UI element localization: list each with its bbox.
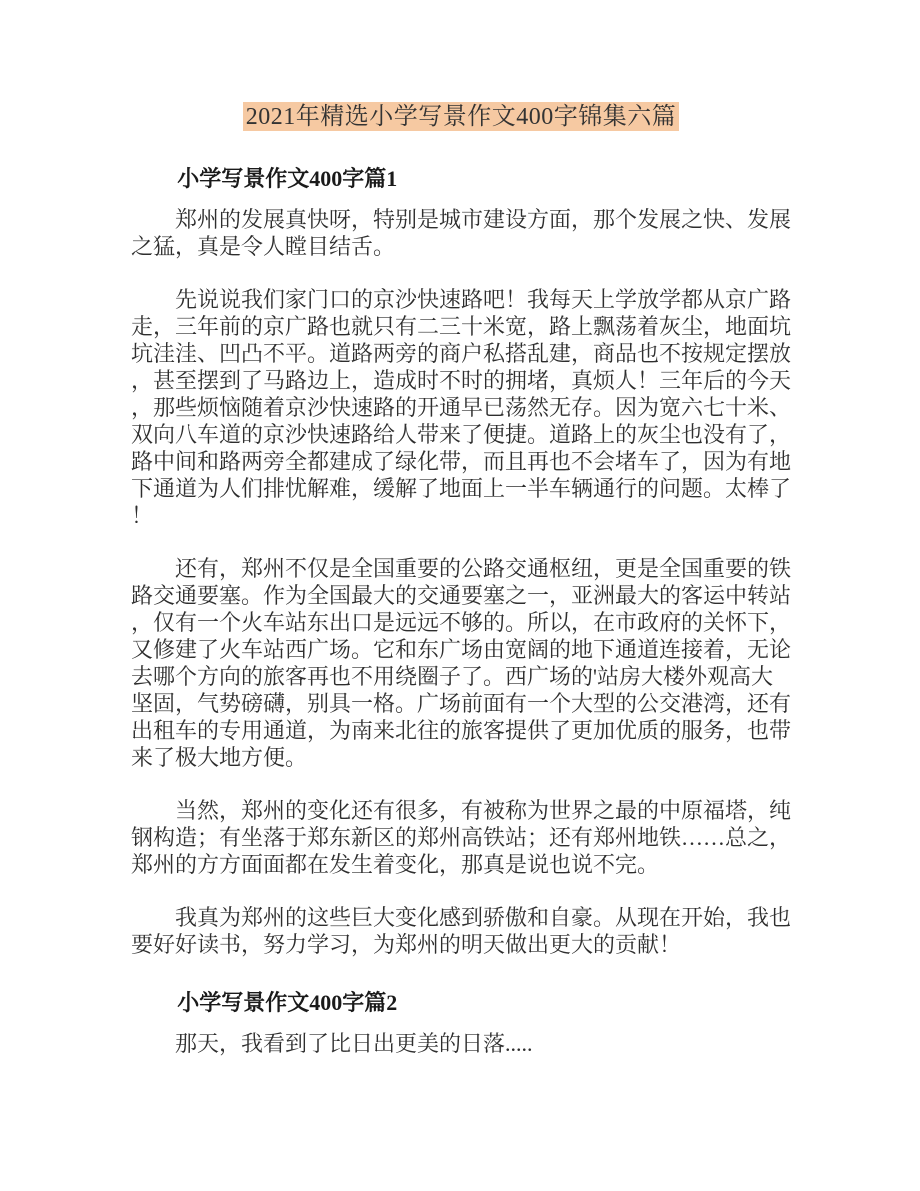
section-1-paragraph-4: 当然，郑州的变化还有很多，有被称为世界之最的中原福塔，纯钢构造；有坐落于郑东新区的郑州高铁站；还有郑州地铁……总之，郑州的方方面面都在发生着变化，那真是说也说不完。 — [131, 798, 792, 877]
essay-section-1 — [131, 164, 791, 958]
section-1-paragraph-1: 郑州的发展真快呀，特别是城市建设方面，那个发展之快、发展之猛，真是令人瞠目结舌。 — [131, 207, 792, 259]
section-1-heading: 小学写景作文400字篇1 — [177, 166, 398, 191]
section-1-paragraph-5: 我真为郑州的这些巨大变化感到骄傲和自豪。从现在开始，我也要好好读书，努力学习，为郑州的明天做出更大的贡献！ — [131, 905, 792, 957]
section-1-paragraph-3: 还有，郑州不仅是全国重要的公路交通枢纽，更是全国重要的铁路交通要塞。作为全国最大的交通要塞之一，亚洲最大的客运中转站，仅有一个火车站东出口是远远不够的。所以，在市政府的关怀下，又修建了火车站西广场。它和东广场由宽阔的地下通道连接着，无论去哪个方向的旅客再也不用绕圈子了。西广场的'站房大楼外观高大坚固，气势磅礴，别具一格。广场前面有一个大型的公交港湾，还有出租车的专用通道，为南来北往的旅客提供了更加优质的服务，也带来了极大地方便。 — [131, 556, 792, 770]
title-highlight-text: 2021年精选小学写景作文400字锦集六篇 — [243, 102, 680, 131]
section-1-paragraph-2: 先说说我们家门口的京沙快速路吧！我每天上学放学都从京广路走，三年前的京广路也就只有二三十米宽，路上飘荡着灰尘，地面坑坑洼洼、凹凸不平。道路两旁的商户私搭乱建，商品也不按规定摆放，甚至摆到了马路边上，造成时不时的拥堵，真烦人！三年后的今天，那些烦恼随着京沙快速路的开通早已荡然无存。因为宽六七十米、双向八车道的京沙快速路给人带来了便捷。道路上的灰尘也没有了，路中间和路两旁全都建成了绿化带，而且再也不会堵车了，因为有地下通道为人们排忧解难，缓解了地面上一半车辆通行的问题。太棒了！ — [131, 287, 792, 528]
document-title — [131, 100, 791, 134]
essay-section-2 — [131, 988, 791, 1057]
section-2-paragraph-1: 那天，我看到了比日出更美的日落..... — [175, 1031, 533, 1056]
section-2-heading: 小学写景作文400字篇2 — [177, 990, 398, 1015]
